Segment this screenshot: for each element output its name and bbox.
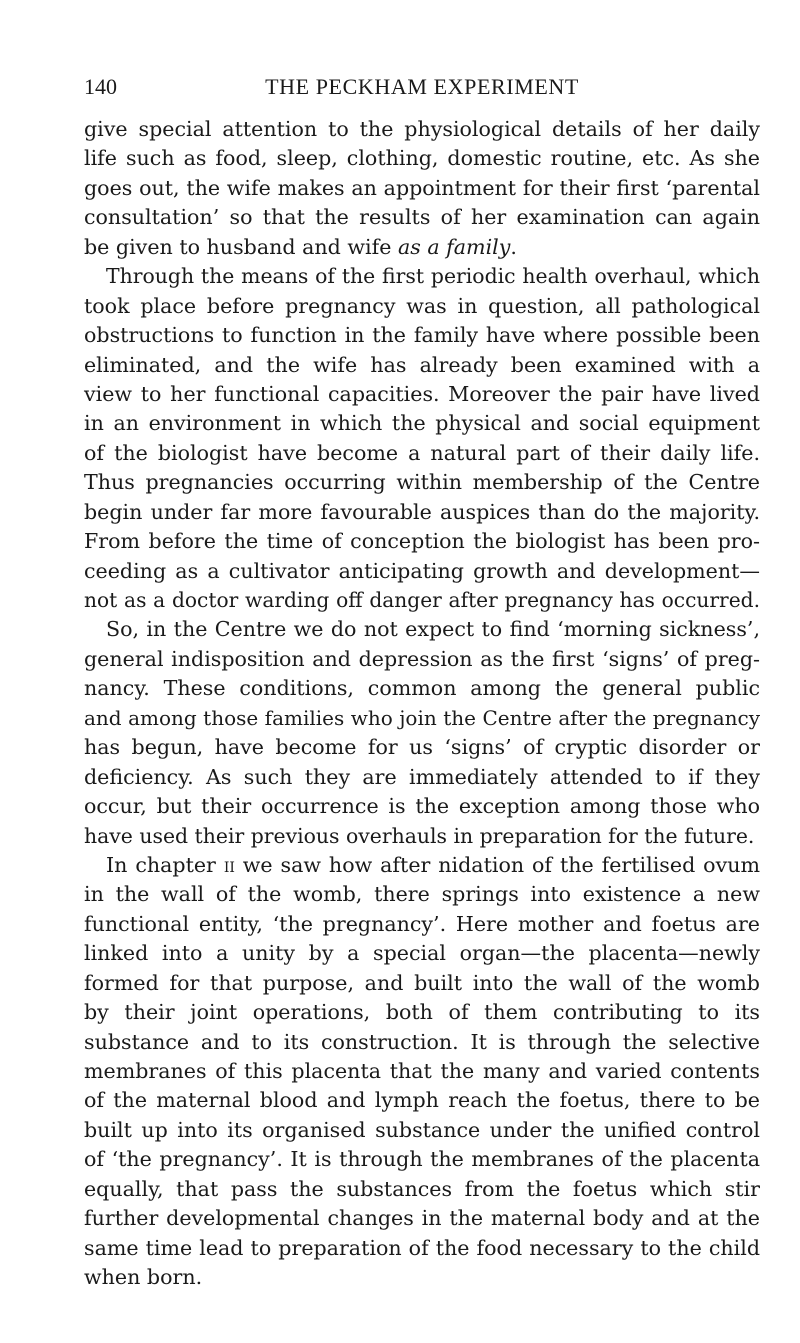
text-line: begin under far more favourable auspices than do the majority.	[84, 499, 760, 524]
text-line: has begun, have become for us ‘signs’ of cryptic disorder or	[84, 735, 760, 760]
text-line: view to her functional capacities. Moreover the pair have lived	[84, 381, 760, 406]
text-line: life such as food, sleep, clothing, domestic routine, etc. As she	[84, 146, 760, 171]
text-line: eliminated, and the wife has already been examined with a	[84, 352, 760, 377]
text-line: consultation’ so that the results of her examination can again	[84, 205, 760, 230]
text-line: obstructions to function in the family have where possible been	[84, 323, 760, 348]
text-line: give special attention to the physiological details of her daily	[84, 117, 760, 141]
text-line: of the maternal blood and lymph reach the foetus, there to be	[84, 1088, 760, 1113]
text-line: equally, that pass the substances from the foetus which stir	[84, 1176, 760, 1201]
text-line: So, in the Centre we do not expect to find ‘morning sickness’,	[106, 617, 760, 642]
page-number: 140	[84, 74, 117, 99]
text-line: of ‘the pregnancy’. It is through the membranes of the placenta	[84, 1147, 760, 1172]
running-head	[84, 72, 760, 102]
text-line: ceeding as a cultivator anticipating growth and development—	[84, 558, 760, 583]
text-line: in an environment in which the physical and social equipment	[84, 411, 760, 436]
text-line: have used their previous overhauls in preparation for the future.	[84, 823, 755, 848]
text-line: membranes of this placenta that the many and varied contents	[84, 1059, 760, 1083]
chapter-numeral: ii	[223, 852, 235, 877]
italic-phrase: as a family	[397, 234, 511, 259]
text-line: goes out, the wife makes an appointment for their first ‘parental	[84, 175, 760, 200]
text-line: built up into its organised substance under the unified control	[84, 1117, 760, 1142]
text-line: by their joint operations, both of them contributing to its	[84, 1000, 760, 1025]
text-run: In chapter	[106, 852, 224, 877]
text-run: .	[510, 234, 517, 259]
text-line: Thus pregnancies occurring within membership of the Centre	[84, 470, 760, 495]
text-line: linked into a unity by a special organ—the placenta—newly	[84, 941, 760, 966]
text-run: we saw how after nidation of the fertilised ovum	[234, 852, 760, 877]
text-line: when born.	[84, 1265, 203, 1290]
text-line: of the biologist have become a natural part of their daily life.	[84, 440, 760, 465]
text-run: be given to husband and wife	[84, 234, 398, 259]
text-line: same time lead to preparation of the food necessary to the child	[84, 1235, 760, 1260]
text-line: Through the means of the first periodic health overhaul, which	[106, 264, 760, 289]
text-line: in the wall of the womb, there springs into existence a new	[84, 882, 760, 907]
text-line: functional entity, ‘the pregnancy’. Here mother and foetus are	[84, 911, 760, 936]
text-line: took place before pregnancy was in question, all pathological	[84, 293, 760, 318]
text-line	[84, 233, 760, 262]
running-title: THE PECKHAM EXPERIMENT	[265, 74, 579, 99]
text-line: deficiency. As such they are immediately attended to if they	[84, 764, 760, 789]
text-line: nancy. These conditions, common among the general public	[84, 676, 760, 701]
text-line: occur, but their occurrence is the exception among those who	[84, 794, 760, 819]
text-line: From before the time of conception the biologist has been pro-	[84, 529, 760, 554]
text-line: general indisposition and depression as the first ‘signs’ of preg-	[84, 646, 760, 671]
text-line: further developmental changes in the maternal body and at the	[84, 1206, 760, 1231]
text-line: substance and to its construction. It is through the selective	[84, 1029, 760, 1054]
text-line	[84, 851, 760, 880]
text-line: and among those families who join the Centre after the pregnancy	[84, 705, 760, 730]
text-line: formed for that purpose, and built into the wall of the womb	[84, 970, 760, 995]
body-text	[84, 115, 760, 1293]
text-line: not as a doctor warding off danger after pregnancy has occurred.	[84, 588, 760, 612]
